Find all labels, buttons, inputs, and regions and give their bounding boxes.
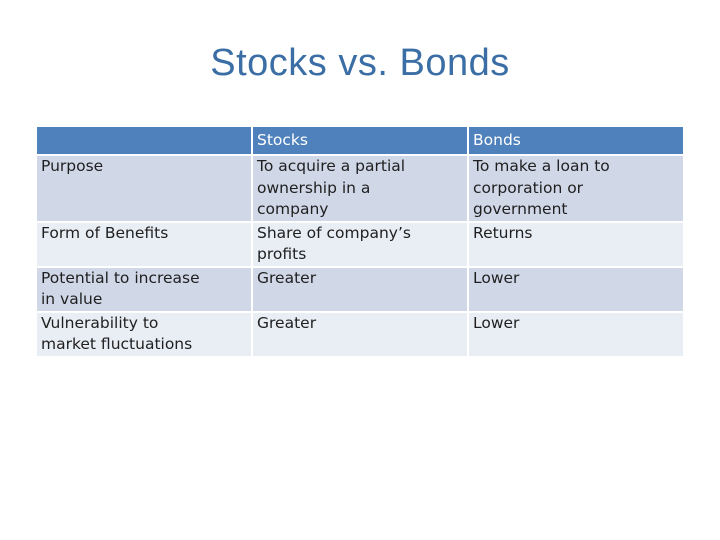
row-label: Vulnerability to market fluctuations	[37, 313, 251, 356]
header-cell-stocks: Stocks	[253, 127, 467, 154]
stocks-cell: Greater	[253, 313, 467, 356]
stocks-cell: Share of company’s profits	[253, 223, 467, 266]
bonds-cell: Lower	[469, 313, 683, 356]
comparison-table	[35, 125, 685, 358]
slide-title: Stocks vs. Bonds	[210, 42, 510, 84]
bonds-cell: To make a loan to corporation or government	[469, 156, 683, 221]
stocks-cell: To acquire a partial ownership in a company	[253, 156, 467, 221]
table-row	[37, 313, 683, 356]
header-cell-bonds: Bonds	[469, 127, 683, 154]
row-label: Form of Benefits	[37, 223, 251, 266]
bonds-cell: Returns	[469, 223, 683, 266]
header-cell-empty	[37, 127, 251, 154]
stocks-cell: Greater	[253, 268, 467, 311]
bonds-cell: Lower	[469, 268, 683, 311]
row-label: Purpose	[37, 156, 251, 221]
row-label: Potential to increase in value	[37, 268, 251, 311]
table-row	[37, 156, 683, 221]
table-row	[37, 223, 683, 266]
table-header-row	[37, 127, 683, 154]
table-row	[37, 268, 683, 311]
